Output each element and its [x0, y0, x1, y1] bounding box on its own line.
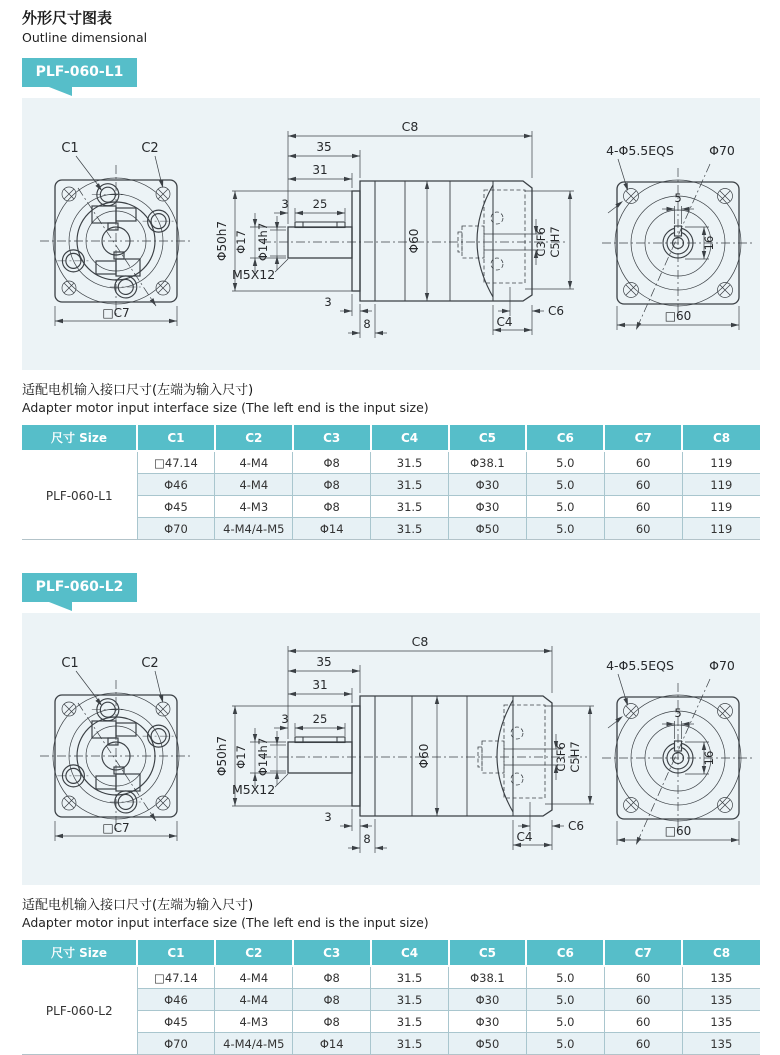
- column-header-c4: C4: [371, 940, 449, 966]
- dim-cell: 119: [682, 451, 760, 474]
- column-header-c8: C8: [682, 425, 760, 451]
- dim-cell: 31.5: [371, 496, 449, 518]
- label-c8: C8: [411, 634, 429, 649]
- label-len3: 3: [281, 197, 289, 211]
- model-badge-l1: PLF-060-L1: [22, 58, 137, 87]
- dim-cell: Φ8: [293, 1011, 371, 1033]
- dim-cell: □47.14: [137, 966, 215, 989]
- dim-cell: 31.5: [371, 518, 449, 540]
- label-d14: Φ14h7: [256, 737, 270, 777]
- label-c7: □C7: [102, 821, 130, 835]
- column-header-c1: C1: [137, 425, 215, 451]
- note-cn: 适配电机输入接口尺寸(左端为输入尺寸): [22, 898, 254, 913]
- size-column-header: 尺寸 Size: [22, 940, 137, 966]
- label-c5h7: C5H7: [548, 226, 562, 258]
- label-c6: C6: [548, 304, 565, 318]
- label-d60: Φ60: [417, 743, 431, 769]
- label-c5h7: C5H7: [568, 741, 582, 773]
- label-c3f6: C3F6: [554, 742, 568, 772]
- dim-cell: Φ70: [137, 518, 215, 540]
- column-header-c7: C7: [604, 425, 682, 451]
- dim-cell: 5.0: [526, 518, 604, 540]
- dim-cell: □47.14: [137, 451, 215, 474]
- table-row: [22, 451, 760, 474]
- label-d50: Φ50h7: [215, 736, 229, 776]
- dim-cell: Φ30: [449, 989, 527, 1011]
- label-c3f6: C3F6: [534, 227, 548, 257]
- model-badge-l2: PLF-060-L2: [22, 573, 137, 602]
- label-d50: Φ50h7: [215, 221, 229, 261]
- size-column-header: 尺寸 Size: [22, 425, 137, 451]
- label-b3: 3: [324, 295, 332, 309]
- outline-drawing-l2: [22, 613, 760, 885]
- label-len25: 25: [312, 197, 328, 211]
- dim-cell: 31.5: [371, 966, 449, 989]
- label-c6: C6: [568, 819, 585, 833]
- label-d70: Φ70: [709, 658, 735, 673]
- dim-cell: Φ46: [137, 474, 215, 496]
- dim-cell: 4-M3: [215, 496, 293, 518]
- note-cn: 适配电机输入接口尺寸(左端为输入尺寸): [22, 383, 254, 398]
- column-header-c5: C5: [449, 940, 527, 966]
- label-d60: Φ60: [407, 228, 421, 254]
- column-header-c4: C4: [371, 425, 449, 451]
- dim-cell: 5.0: [526, 966, 604, 989]
- dim-cell: 60: [604, 474, 682, 496]
- dim-cell: 5.0: [526, 989, 604, 1011]
- dimension-table: [22, 940, 760, 1055]
- page-title: 外形尺寸图表: [22, 9, 113, 27]
- column-header-c8: C8: [682, 940, 760, 966]
- column-header-c2: C2: [215, 425, 293, 451]
- dim-cell: Φ8: [293, 496, 371, 518]
- dim-cell: 60: [604, 451, 682, 474]
- label-d17: Φ17: [234, 230, 248, 254]
- label-k5: 5: [674, 191, 682, 205]
- label-c1: C1: [61, 656, 79, 671]
- label-len31: 31: [312, 163, 328, 177]
- section-plf-060-l2: [22, 540, 760, 1055]
- label-d70: Φ70: [709, 143, 735, 158]
- column-header-c6: C6: [526, 940, 604, 966]
- label-c7: □C7: [102, 306, 130, 320]
- label-c1: C1: [61, 141, 79, 156]
- note-en: Adapter motor input interface size (The left end is the input size): [22, 400, 429, 415]
- column-header-c6: C6: [526, 425, 604, 451]
- dim-cell: 31.5: [371, 451, 449, 474]
- product-cell: PLF-060-L1: [22, 451, 137, 540]
- dim-cell: Φ45: [137, 1011, 215, 1033]
- dim-cell: 60: [604, 966, 682, 989]
- column-header-c1: C1: [137, 940, 215, 966]
- label-len31: 31: [312, 678, 328, 692]
- label-c8: C8: [401, 119, 419, 134]
- label-b8: 8: [363, 832, 371, 846]
- dim-cell: 5.0: [526, 496, 604, 518]
- drawing-panel-l1: [22, 98, 760, 370]
- dim-cell: 60: [604, 496, 682, 518]
- outline-drawing-l1: [22, 98, 760, 370]
- dim-cell: 135: [682, 1033, 760, 1055]
- dim-cell: 60: [604, 989, 682, 1011]
- label-m5: M5X12: [232, 267, 276, 282]
- label-d17: Φ17: [234, 745, 248, 769]
- dim-cell: 5.0: [526, 1011, 604, 1033]
- label-b8: 8: [363, 317, 371, 331]
- label-eqs: 4-Φ5.5EQS: [606, 658, 674, 673]
- dim-cell: 4-M4: [215, 474, 293, 496]
- section-plf-060-l1: [22, 45, 760, 540]
- dim-cell: Φ38.1: [449, 451, 527, 474]
- dim-cell: 4-M4/4-M5: [215, 1033, 293, 1055]
- dim-cell: Φ8: [293, 451, 371, 474]
- dim-cell: 4-M3: [215, 1011, 293, 1033]
- page: [22, 7, 760, 1055]
- dim-cell: Φ50: [449, 1033, 527, 1055]
- dim-cell: 4-M4: [215, 966, 293, 989]
- label-m5: M5X12: [232, 782, 276, 797]
- note-en: Adapter motor input interface size (The left end is the input size): [22, 915, 429, 930]
- dim-cell: Φ70: [137, 1033, 215, 1055]
- dim-cell: 31.5: [371, 474, 449, 496]
- dimension-table-wrap-l1: [22, 425, 760, 540]
- dim-cell: 31.5: [371, 1033, 449, 1055]
- label-sq60: □60: [664, 309, 692, 323]
- dim-cell: Φ30: [449, 474, 527, 496]
- dim-cell: 4-M4: [215, 451, 293, 474]
- dim-cell: 60: [604, 1033, 682, 1055]
- column-header-c3: C3: [293, 940, 371, 966]
- label-len35: 35: [316, 655, 332, 669]
- dim-cell: Φ14: [293, 518, 371, 540]
- label-c4: C4: [516, 830, 533, 844]
- dim-cell: Φ30: [449, 1011, 527, 1033]
- page-subtitle: Outline dimensional: [22, 30, 148, 45]
- drawing-panel-l2: [22, 613, 760, 885]
- label-eqs: 4-Φ5.5EQS: [606, 143, 674, 158]
- label-c4: C4: [496, 315, 513, 329]
- label-c2: C2: [141, 656, 159, 671]
- label-sq60: □60: [664, 824, 692, 838]
- label-k16: 16: [702, 750, 716, 766]
- column-header-c3: C3: [293, 425, 371, 451]
- column-header-c7: C7: [604, 940, 682, 966]
- dim-cell: 4-M4: [215, 989, 293, 1011]
- dim-cell: 119: [682, 518, 760, 540]
- dim-cell: 4-M4/4-M5: [215, 518, 293, 540]
- dim-cell: Φ30: [449, 496, 527, 518]
- label-len35: 35: [316, 140, 332, 154]
- label-k16: 16: [702, 235, 716, 251]
- dim-cell: Φ14: [293, 1033, 371, 1055]
- label-b3: 3: [324, 810, 332, 824]
- column-header-c5: C5: [449, 425, 527, 451]
- label-len3: 3: [281, 712, 289, 726]
- dim-cell: 5.0: [526, 474, 604, 496]
- dim-cell: 60: [604, 1011, 682, 1033]
- dim-cell: Φ8: [293, 966, 371, 989]
- dim-cell: 5.0: [526, 1033, 604, 1055]
- label-d14: Φ14h7: [256, 222, 270, 262]
- table-row: [22, 966, 760, 989]
- dim-cell: Φ46: [137, 989, 215, 1011]
- dimension-table: [22, 425, 760, 540]
- dim-cell: 60: [604, 518, 682, 540]
- product-cell: PLF-060-L2: [22, 966, 137, 1055]
- dim-cell: 31.5: [371, 989, 449, 1011]
- dim-cell: 31.5: [371, 1011, 449, 1033]
- dim-cell: Φ8: [293, 989, 371, 1011]
- label-k5: 5: [674, 706, 682, 720]
- dimension-table-wrap-l2: [22, 940, 760, 1055]
- dim-cell: Φ45: [137, 496, 215, 518]
- label-len25: 25: [312, 712, 328, 726]
- column-header-c2: C2: [215, 940, 293, 966]
- label-c2: C2: [141, 141, 159, 156]
- dim-cell: 135: [682, 989, 760, 1011]
- dim-cell: 5.0: [526, 451, 604, 474]
- dim-cell: Φ8: [293, 474, 371, 496]
- dim-cell: 135: [682, 966, 760, 989]
- dim-cell: 135: [682, 1011, 760, 1033]
- dim-cell: 119: [682, 496, 760, 518]
- dim-cell: Φ38.1: [449, 966, 527, 989]
- dim-cell: Φ50: [449, 518, 527, 540]
- dim-cell: 119: [682, 474, 760, 496]
